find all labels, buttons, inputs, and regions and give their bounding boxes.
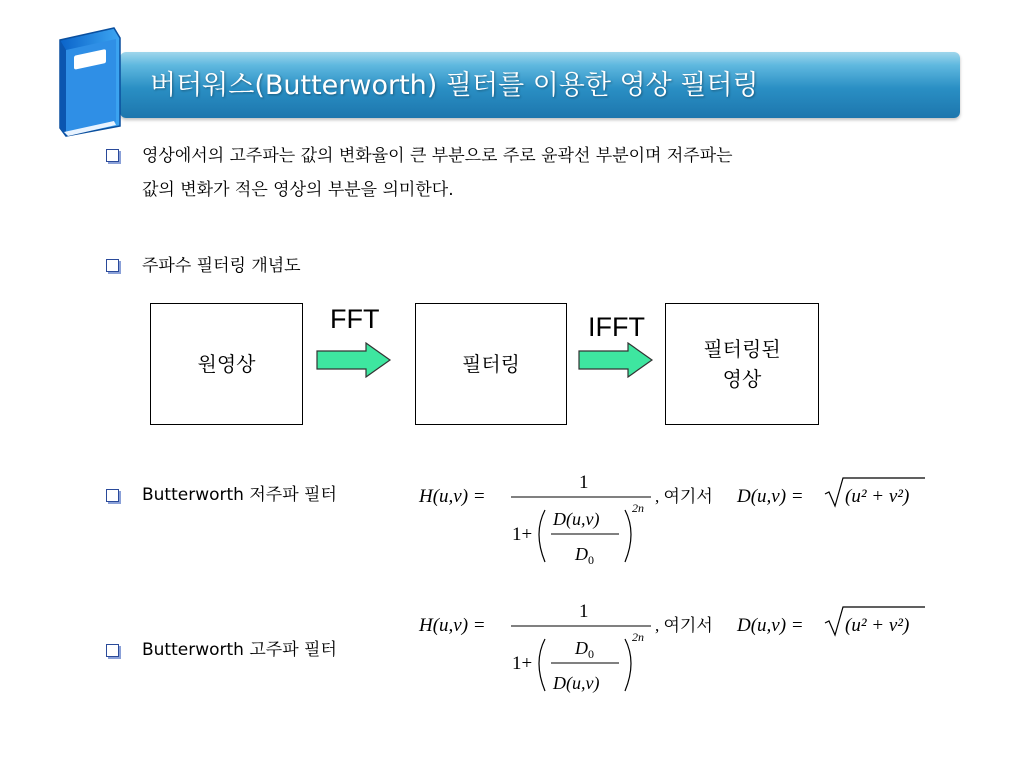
lowpass-formula <box>415 462 935 574</box>
formula-exponent: 2n <box>632 501 644 515</box>
intro-line-1: 영상에서의 고주파는 값의 변화율이 큰 부분으로 주로 윤곽선 부분이며 저주파는 <box>142 146 733 166</box>
filtered-image-box <box>665 303 819 425</box>
highpass-formula <box>415 591 935 703</box>
bullet-square-icon <box>106 644 119 657</box>
lowpass-heading: Butterworth 저주파 필터 <box>142 485 337 505</box>
formula-inner-den: $D_0$ <box>575 544 594 567</box>
formula-numerator: 1 <box>579 601 589 622</box>
formula-d-def: D(u,v) = <box>737 486 804 507</box>
formula-one-plus: 1+ <box>512 653 533 674</box>
filtering-label: 필터링 <box>462 352 520 376</box>
fft-label: FFT <box>330 304 380 334</box>
formula-one-plus: 1+ <box>512 524 533 545</box>
original-image-box <box>150 303 303 425</box>
ifft-arrow <box>578 342 654 378</box>
bullet-square-icon <box>106 149 119 162</box>
highpass-heading: Butterworth 고주파 필터 <box>142 640 337 660</box>
formula-where: , 여기서 <box>655 616 713 635</box>
fft-arrow <box>316 342 392 378</box>
ifft-label: IFFT <box>588 312 645 342</box>
book-icon <box>54 26 126 138</box>
formula-lhs: H(u,v) = <box>419 615 486 636</box>
formula-sqrt-body: (u² + v²) <box>845 486 910 507</box>
formula-inner-num: D(u,v) <box>553 509 600 529</box>
filtered-image-label-1: 필터링된 <box>703 337 781 361</box>
formula-exponent: 2n <box>632 630 644 644</box>
page-title: 버터워스(Butterworth) 필터를 이용한 영상 필터링 <box>150 70 759 101</box>
formula-where: , 여기서 <box>655 487 713 506</box>
formula-inner-num: $D_0$ <box>575 638 594 661</box>
concept-heading: 주파수 필터링 개념도 <box>142 256 301 276</box>
formula-sqrt-body: (u² + v²) <box>845 615 910 636</box>
formula-inner-den: D(u,v) <box>553 673 600 693</box>
original-image-label: 원영상 <box>197 352 256 376</box>
intro-line-2: 값의 변화가 적은 영상의 부분을 의미한다. <box>142 180 454 200</box>
formula-numerator: 1 <box>579 472 589 493</box>
bullet-square-icon <box>106 489 119 502</box>
formula-lhs: H(u,v) = <box>419 486 486 507</box>
formula-d-def: D(u,v) = <box>737 615 804 636</box>
bullet-square-icon <box>106 259 119 272</box>
filtering-box <box>415 303 567 425</box>
filtered-image-label-2: 영상 <box>722 367 762 391</box>
